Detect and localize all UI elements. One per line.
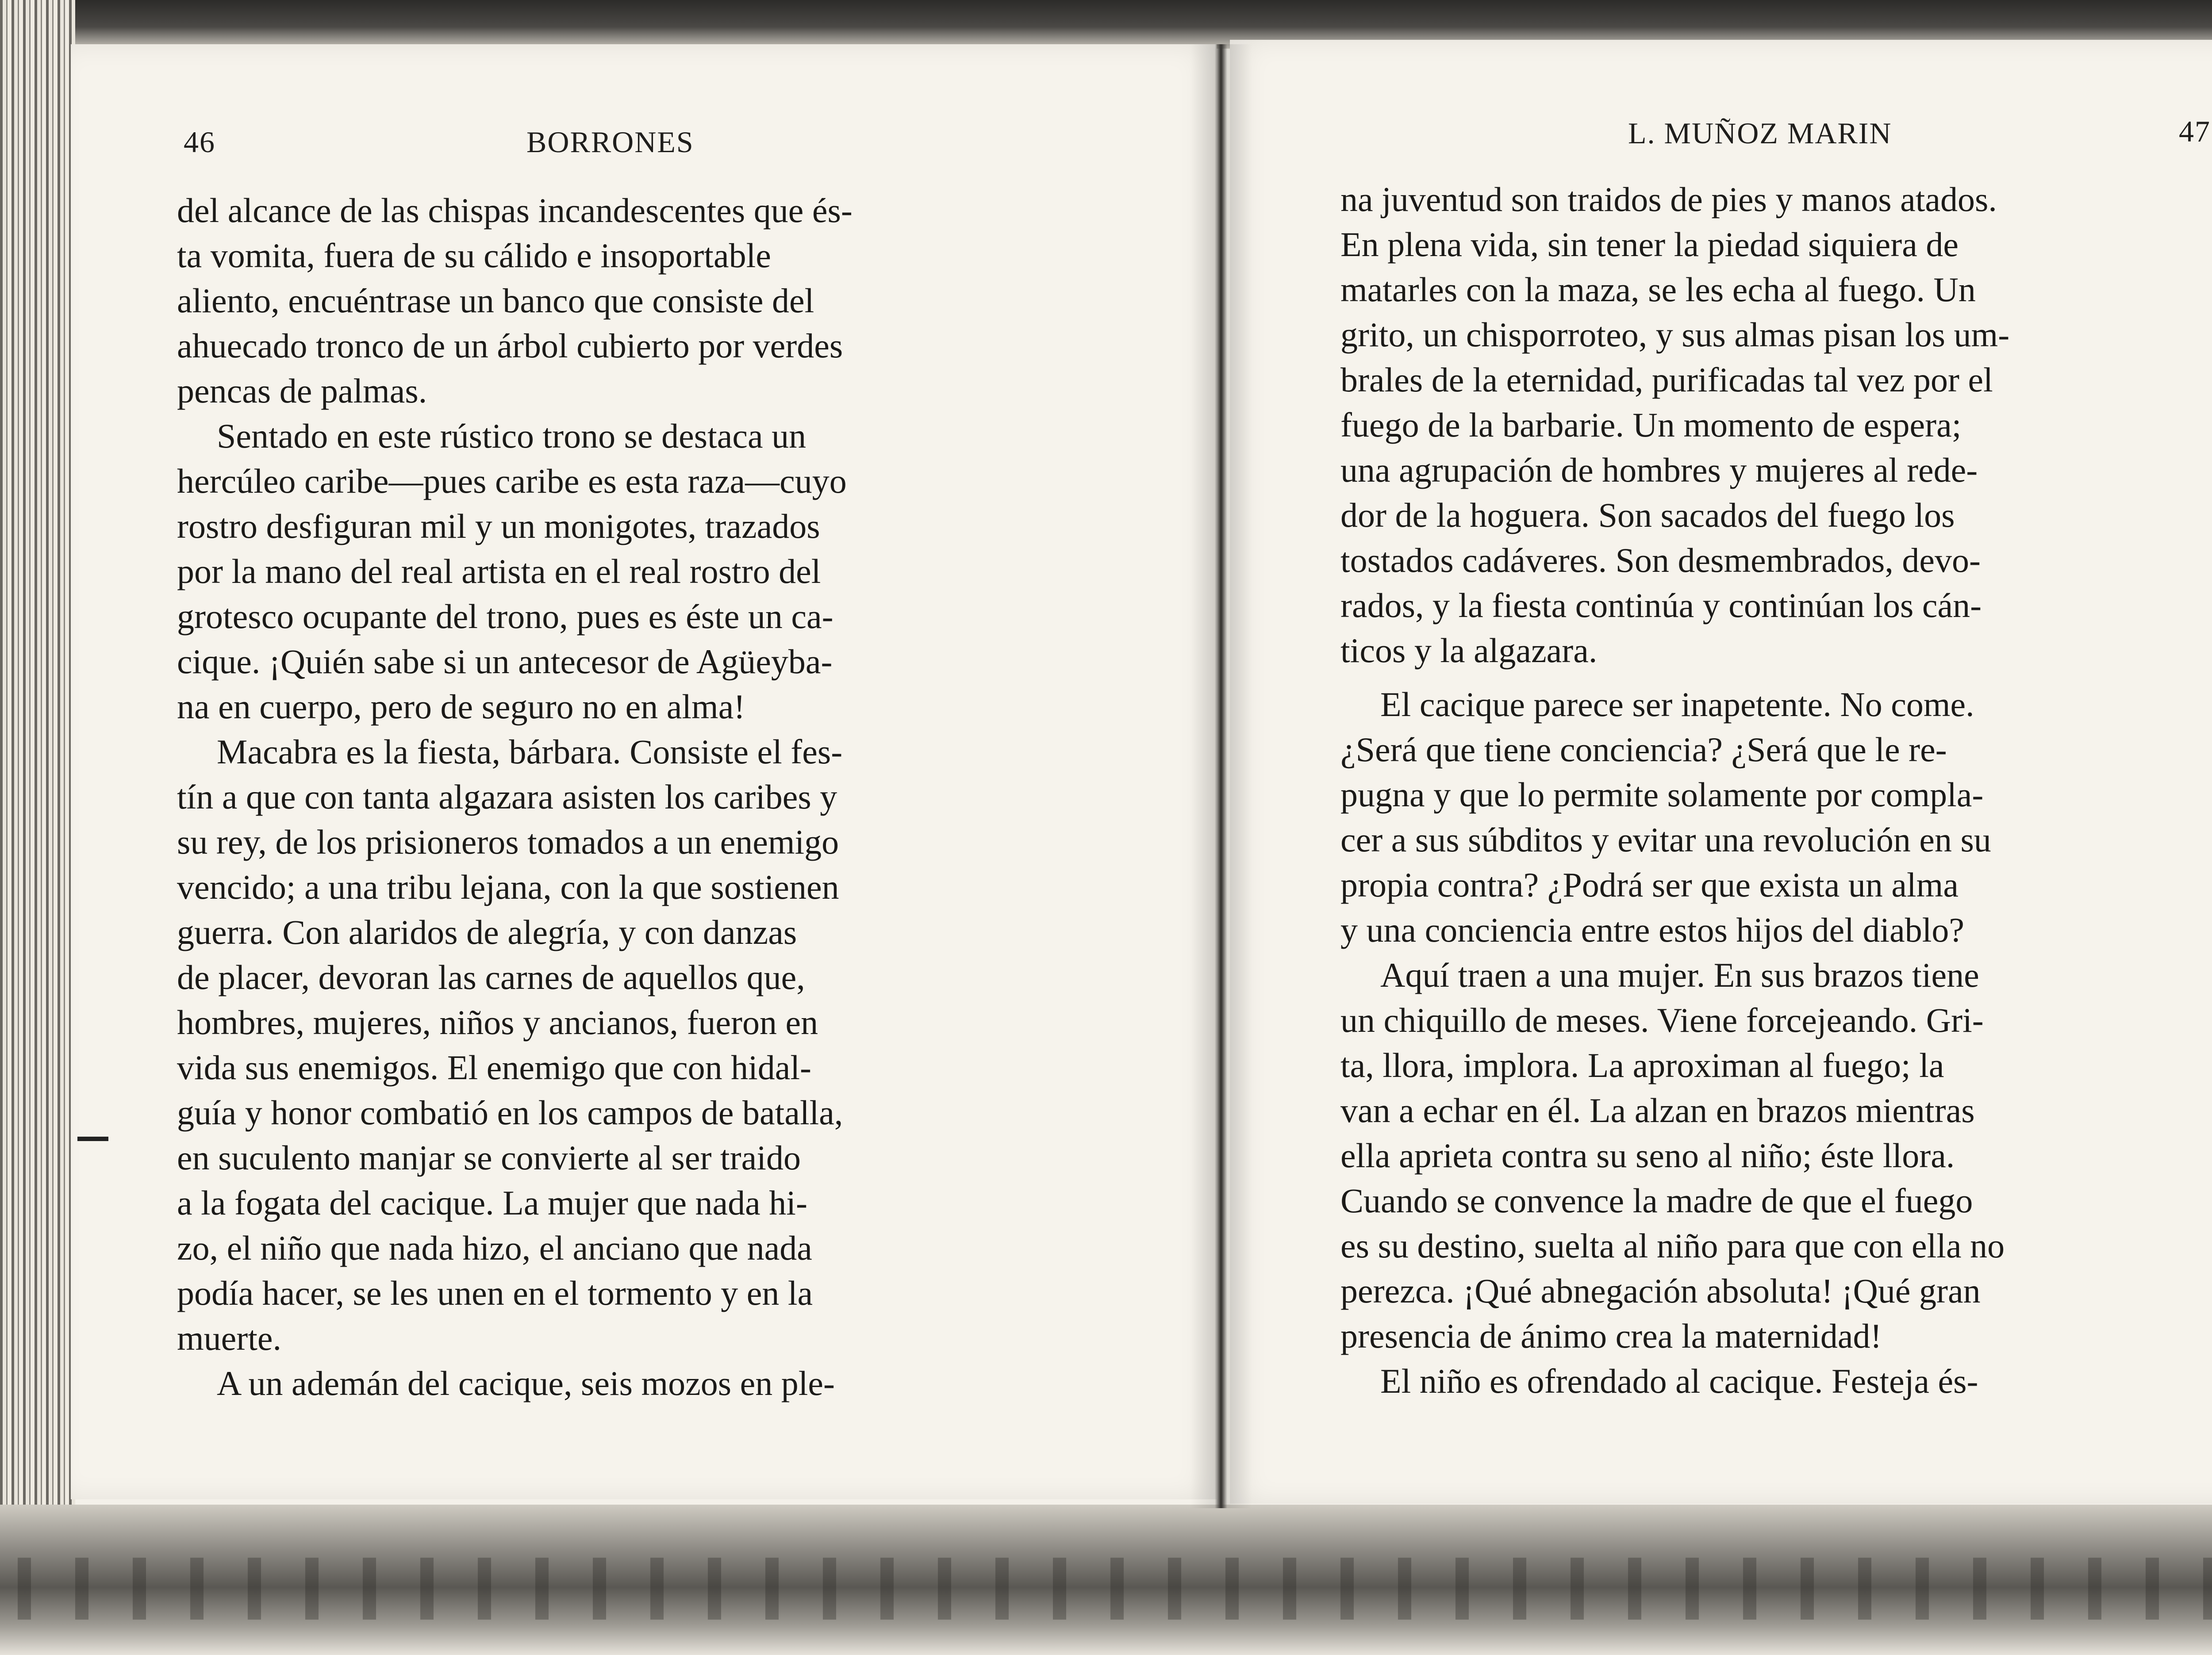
text-line: su rey, de los prisioneros tomados a un enemigo bbox=[177, 823, 839, 861]
text-line: ta vomita, fuera de su cálido e insoportable bbox=[177, 236, 771, 275]
text-line: del alcance de las chispas incandescentes que és- bbox=[177, 191, 853, 230]
text-line: y una conciencia entre estos hijos del diablo? bbox=[1340, 911, 1965, 949]
text-line: zo, el niño que nada hizo, el anciano que nada bbox=[177, 1229, 812, 1267]
text-line: rados, y la fiesta continúa y continúan los cán- bbox=[1340, 586, 1982, 624]
text-line: tostados cadáveres. Son desmembrados, devo- bbox=[1340, 541, 1981, 579]
text-line: na en cuerpo, pero de seguro no en alma! bbox=[177, 687, 745, 726]
text-line: es su destino, suelta al niño para que con ella no bbox=[1340, 1226, 2005, 1265]
text-line: El cacique parece ser inapetente. No come. bbox=[1380, 685, 1974, 724]
text-line: guerra. Con alaridos de alegría, y con danzas bbox=[177, 913, 797, 951]
text-line: dor de la hoguera. Son sacados del fuego los bbox=[1340, 496, 1955, 534]
text-line: aliento, encuéntrase un banco que consiste del bbox=[177, 281, 814, 320]
text-line: ticos y la algazara. bbox=[1340, 631, 1598, 670]
text-line: Macabra es la fiesta, bárbara. Consiste el fes- bbox=[217, 732, 843, 771]
text-line: Aquí traen a una mujer. En sus brazos tiene bbox=[1380, 956, 1979, 994]
right-page-text bbox=[1340, 177, 2212, 1404]
text-line: Sentado en este rústico trono se destaca un bbox=[217, 417, 806, 455]
text-line: ella aprieta contra su seno al niño; éste llora. bbox=[1340, 1136, 1955, 1175]
bottom-page-stack bbox=[0, 1558, 2212, 1620]
text-line: fuego de la barbarie. Un momento de espera; bbox=[1340, 406, 1962, 444]
text-line: guía y honor combatió en los campos de batalla, bbox=[177, 1093, 843, 1132]
text-line: En plena vida, sin tener la piedad siquiera de bbox=[1340, 225, 1959, 264]
text-line: muerte. bbox=[177, 1319, 282, 1357]
text-line: vencido; a una tribu lejana, con la que sostienen bbox=[177, 868, 839, 906]
text-line: un chiquillo de meses. Viene forcejeando. Gri- bbox=[1340, 1001, 1984, 1039]
text-line: na juventud son traidos de pies y manos atados. bbox=[1340, 180, 1997, 218]
text-line: cique. ¡Quién sabe si un antecesor de Agüeyba- bbox=[177, 642, 833, 681]
right-running-head: L. MUÑOZ MARIN bbox=[1628, 116, 1892, 150]
text-line: ahuecado tronco de un árbol cubierto por verdes bbox=[177, 326, 843, 365]
text-line: rostro desfiguran mil y un monigotes, trazados bbox=[177, 507, 820, 545]
text-line: cer a sus súbditos y evitar una revolución en su bbox=[1340, 820, 1991, 859]
text-line: tín a que con tanta algazara asisten los caribes y bbox=[177, 778, 837, 816]
text-line: una agrupación de hombres y mujeres al rede- bbox=[1340, 451, 1978, 489]
text-line: grito, un chisporroteo, y sus almas pisan los um- bbox=[1340, 315, 2010, 354]
text-line: a la fogata del cacique. La mujer que nada hi- bbox=[177, 1184, 807, 1222]
text-line: propia contra? ¿Podrá ser que exista un alma bbox=[1340, 866, 1959, 904]
text-line: ta, llora, implora. La aproximan al fuego; la bbox=[1340, 1046, 1944, 1084]
text-line: van a echar en él. La alzan en brazos mientras bbox=[1340, 1091, 1975, 1130]
text-line: pugna y que lo permite solamente por compla- bbox=[1340, 775, 1984, 814]
text-line: matarles con la maza, se les echa al fuego. Un bbox=[1340, 270, 1976, 309]
text-line: Cuando se convence la madre de que el fuego bbox=[1340, 1181, 1973, 1220]
left-page-text bbox=[177, 188, 1057, 1406]
text-line: perezca. ¡Qué abnegación absoluta! ¡Qué gran bbox=[1340, 1272, 1981, 1310]
text-line: en suculento manjar se convierte al ser traido bbox=[177, 1138, 801, 1177]
left-running-head: BORRONES bbox=[526, 125, 694, 159]
text-line: presencia de ánimo crea la maternidad! bbox=[1340, 1317, 1882, 1355]
text-line: pencas de palmas. bbox=[177, 372, 427, 410]
text-line: brales de la eternidad, purificadas tal vez por el bbox=[1340, 360, 1993, 399]
text-line: hombres, mujeres, niños y ancianos, fueron en bbox=[177, 1003, 818, 1042]
text-line: vida sus enemigos. El enemigo que con hidal- bbox=[177, 1048, 812, 1087]
text-line: grotesco ocupante del trono, pues es éste un ca- bbox=[177, 597, 833, 636]
book-gutter bbox=[1190, 44, 1252, 1508]
text-line: de placer, devoran las carnes de aquellos que, bbox=[177, 958, 805, 996]
scan-artifact-mark bbox=[77, 1137, 108, 1141]
right-page-number: 47 bbox=[2179, 115, 2211, 148]
text-line: hercúleo caribe—pues caribe es esta raza—cuyo bbox=[177, 462, 847, 500]
text-line: A un ademán del cacique, seis mozos en ple- bbox=[217, 1364, 835, 1402]
text-line: por la mano del real artista en el real rostro del bbox=[177, 552, 821, 590]
left-page-number: 46 bbox=[184, 125, 215, 159]
text-line: podía hacer, se les unen en el tormento y en la bbox=[177, 1274, 813, 1312]
text-line: El niño es ofrendado al cacique. Festeja és- bbox=[1380, 1362, 1978, 1400]
left-page-edges bbox=[0, 0, 75, 1655]
text-line: ¿Será que tiene conciencia? ¿Será que le re- bbox=[1340, 730, 1947, 769]
